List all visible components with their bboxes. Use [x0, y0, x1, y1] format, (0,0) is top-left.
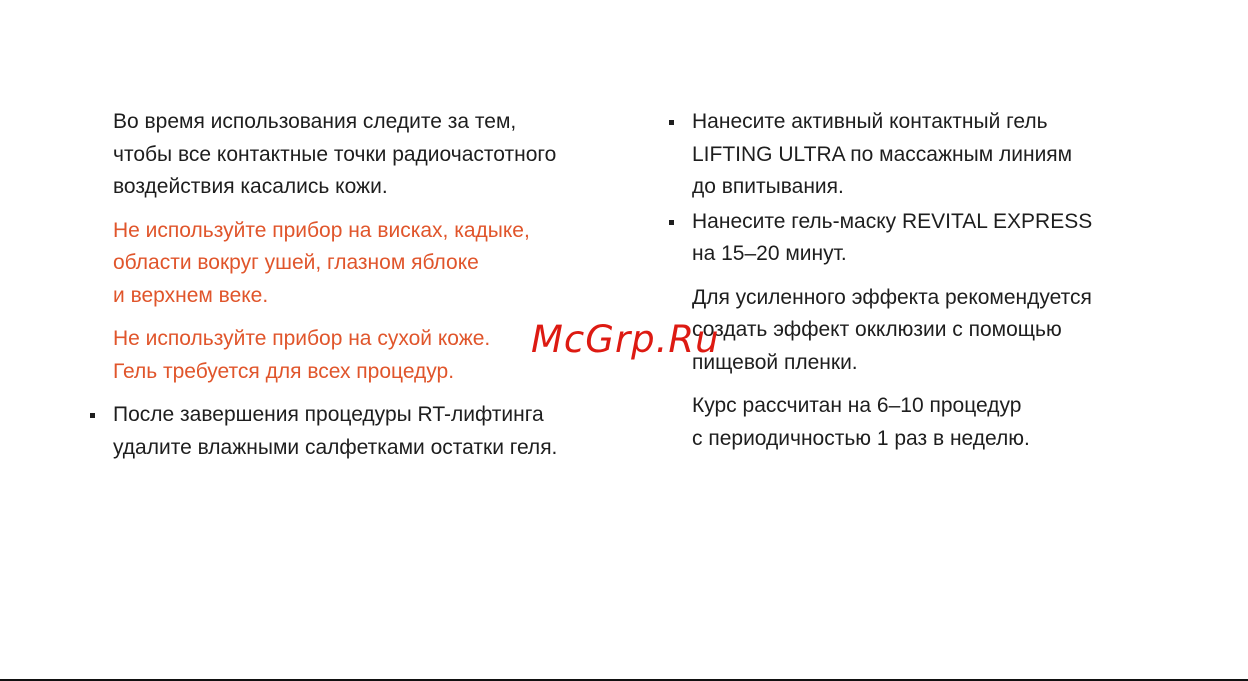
text-line: Для усиленного эффекта рекомендуется [692, 285, 1092, 309]
text-line: удалите влажными салфетками остатки геля. [113, 435, 558, 459]
text-line: и верхнем веке. [113, 283, 269, 307]
text-line: на 15–20 минут. [692, 242, 847, 265]
text-line: пищевой пленки. [692, 350, 858, 374]
text-line: Нанесите активный контактный гель [692, 110, 1048, 133]
text-line: до впитывания. [692, 175, 844, 198]
right-column [692, 106, 1172, 466]
text-line: с периодичностью 1 раз в неделю. [692, 426, 1030, 450]
text-line: Курс рассчитан на 6–10 процедур [692, 394, 1022, 417]
usage-contact-note [113, 106, 633, 204]
occlusion-tip [692, 282, 1172, 380]
text-line: воздействия касались кожи. [113, 175, 388, 198]
text-line: LIFTING ULTRA по массажным линиям [692, 142, 1073, 166]
bullet-apply-contact-gel [692, 106, 1172, 204]
bullet-after-procedure [113, 399, 633, 464]
text-line: Нанесите гель-маску REVITAL EXPRESS [692, 209, 1093, 233]
text-line: Не используйте прибор на сухой коже. [113, 327, 491, 350]
text-line: области вокруг ушей, глазном яблоке [113, 251, 479, 274]
watermark-logo: McGrp.Ru [531, 318, 720, 361]
course-schedule [692, 390, 1172, 455]
text-line: Не используйте прибор на висках, кадыке, [113, 218, 530, 242]
text-line: Гель требуется для всех процедур. [113, 359, 455, 383]
text-line: Во время использования следите за тем, [113, 110, 517, 133]
left-column [113, 106, 633, 475]
text-line: создать эффект окклюзии с помощью [692, 318, 1062, 341]
bullet-apply-gel-mask [692, 206, 1172, 271]
text-line: чтобы все контактные точки радиочастотного [113, 142, 557, 166]
warning-restricted-areas [113, 215, 633, 313]
text-line: После завершения процедуры RT-лифтинга [113, 403, 544, 426]
